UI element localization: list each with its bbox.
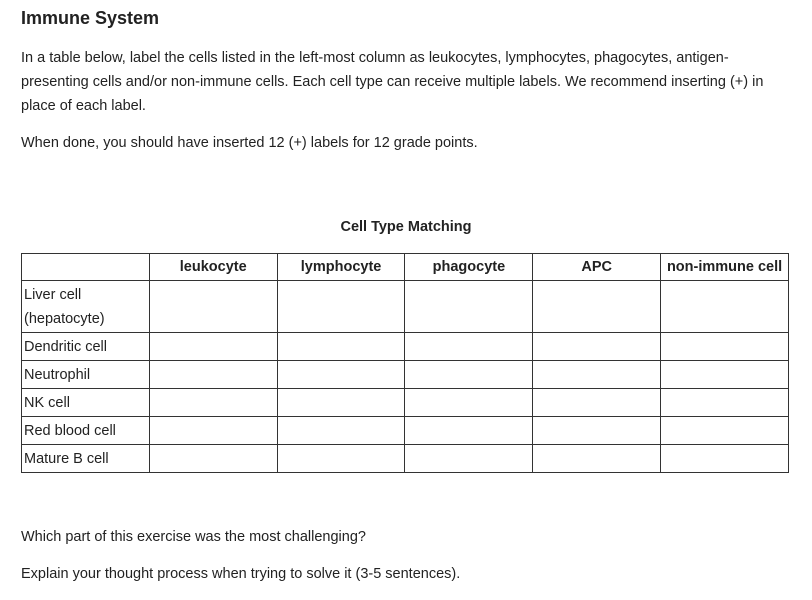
cell-name: Dendritic cell xyxy=(22,333,150,361)
label-cell-lymphocyte[interactable] xyxy=(277,333,405,361)
header-phagocyte: phagocyte xyxy=(405,254,533,281)
label-cell-phagocyte[interactable] xyxy=(405,361,533,389)
instructions: In a table below, label the cells listed in the left-most column as leukocytes, lymphocytes, phagocytes, antigen-presenting cells and/or non-immune cells. Each cell type can receive multiple labels. We recommend inserting (+) in place of each label. xyxy=(21,50,764,114)
label-cell-apc[interactable] xyxy=(533,389,661,417)
label-cell-non-immune-cell[interactable] xyxy=(661,417,789,445)
label-cell-apc[interactable] xyxy=(533,361,661,389)
question-challenging: Which part of this exercise was the most challenging? xyxy=(21,529,366,545)
label-cell-leukocyte[interactable] xyxy=(149,361,277,389)
table-caption: Cell Type Matching xyxy=(340,219,472,235)
label-cell-leukocyte[interactable] xyxy=(149,389,277,417)
label-cell-lymphocyte[interactable] xyxy=(277,445,405,473)
label-cell-non-immune-cell[interactable] xyxy=(661,361,789,389)
header-cell xyxy=(22,254,150,281)
label-cell-lymphocyte[interactable] xyxy=(277,361,405,389)
cell-name: Neutrophil xyxy=(22,361,150,389)
label-cell-leukocyte[interactable] xyxy=(149,333,277,361)
table-row xyxy=(22,361,789,389)
header-lymphocyte: lymphocyte xyxy=(277,254,405,281)
label-cell-apc[interactable] xyxy=(533,333,661,361)
label-cell-phagocyte[interactable] xyxy=(405,417,533,445)
table-row xyxy=(22,281,789,333)
table-row xyxy=(22,445,789,473)
label-cell-phagocyte[interactable] xyxy=(405,445,533,473)
label-cell-leukocyte[interactable] xyxy=(149,445,277,473)
table-row xyxy=(22,389,789,417)
label-cell-apc[interactable] xyxy=(533,417,661,445)
label-cell-non-immune-cell[interactable] xyxy=(661,333,789,361)
header-apc: APC xyxy=(533,254,661,281)
cell-name: Liver cell (hepatocyte) xyxy=(22,281,150,333)
label-cell-lymphocyte[interactable] xyxy=(277,281,405,333)
label-cell-phagocyte[interactable] xyxy=(405,281,533,333)
cell-name: Mature B cell xyxy=(22,445,150,473)
label-cell-lymphocyte[interactable] xyxy=(277,417,405,445)
table-row xyxy=(22,417,789,445)
header-non-immune: non-immune cell xyxy=(661,254,789,281)
label-cell-apc[interactable] xyxy=(533,281,661,333)
label-cell-apc[interactable] xyxy=(533,445,661,473)
question-explain: Explain your thought process when trying to solve it (3-5 sentences). xyxy=(21,566,461,582)
page-title: Immune System xyxy=(21,8,160,28)
label-cell-non-immune-cell[interactable] xyxy=(661,281,789,333)
label-cell-non-immune-cell[interactable] xyxy=(661,445,789,473)
label-cell-phagocyte[interactable] xyxy=(405,333,533,361)
header-leukocyte: leukocyte xyxy=(149,254,277,281)
header-row xyxy=(22,254,789,281)
label-cell-phagocyte[interactable] xyxy=(405,389,533,417)
label-cell-lymphocyte[interactable] xyxy=(277,389,405,417)
done-note: When done, you should have inserted 12 (+) labels for 12 grade points. xyxy=(21,135,478,151)
cell-type-table xyxy=(21,253,789,473)
table-row xyxy=(22,333,789,361)
cell-name: NK cell xyxy=(22,389,150,417)
cell-name: Red blood cell xyxy=(22,417,150,445)
label-cell-leukocyte[interactable] xyxy=(149,281,277,333)
label-cell-non-immune-cell[interactable] xyxy=(661,389,789,417)
label-cell-leukocyte[interactable] xyxy=(149,417,277,445)
